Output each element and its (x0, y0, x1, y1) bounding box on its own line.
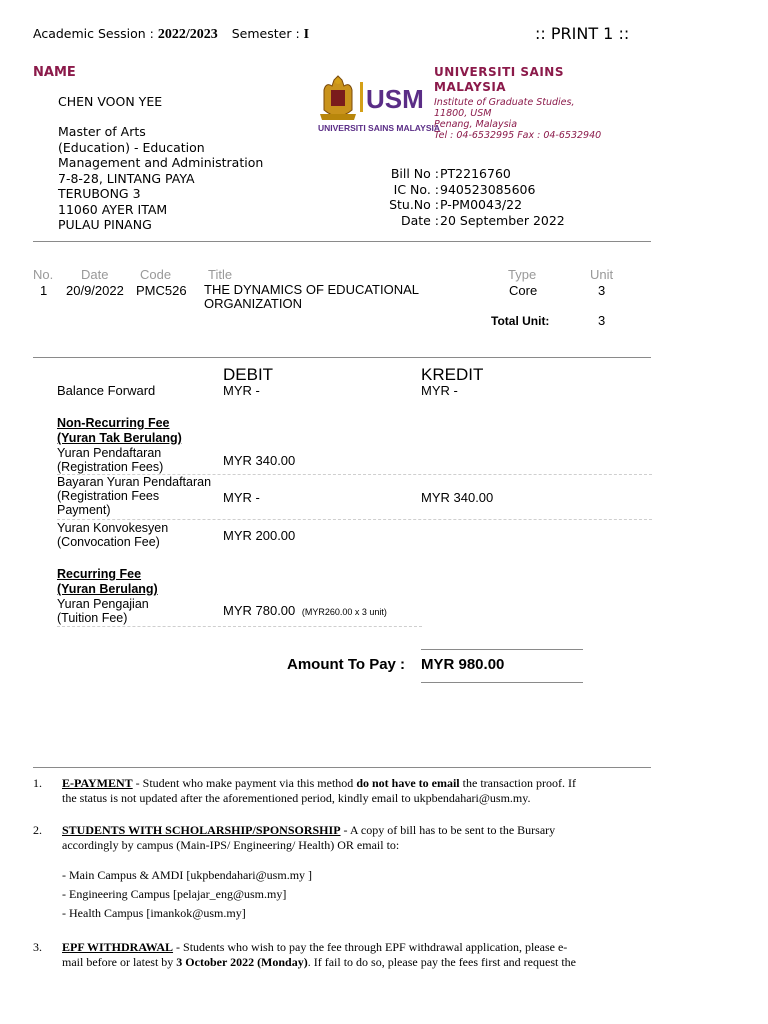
note-text: - Student who make payment via this method (132, 776, 357, 790)
total-unit-label: Total Unit: (491, 314, 550, 328)
total-unit-value: 3 (598, 313, 606, 328)
note-bold: do not have to email (356, 776, 460, 790)
note-text: the transaction proof. If (459, 776, 576, 790)
fee-label-line: (Convocation Fee) (57, 535, 160, 549)
balance-kredit: MYR - (421, 383, 458, 398)
balance-debit: MYR - (223, 383, 260, 398)
ic-value: 940523085606 (440, 181, 536, 197)
recurring-title (57, 567, 158, 597)
stu-value: P-PM0043/22 (440, 197, 523, 212)
semester-value: I (303, 27, 310, 42)
registration-payment-debit: MYR - (223, 490, 260, 505)
address-line: Penang, Malaysia (434, 119, 518, 130)
name-label: NAME (33, 65, 76, 80)
date-label: Date : (400, 212, 439, 228)
registration-fee-label (57, 446, 163, 474)
address-line: TERUBONG 3 (58, 186, 141, 201)
note-text: - A copy of bill has to be sent to the Bursary (340, 823, 556, 837)
note-text: the status is not updated after the aforementioned period, kindly email to ukpbendahari@usm.my. (62, 791, 531, 805)
col-header-no: No. (33, 267, 54, 282)
note-bold: 3 October 2022 (Monday) (176, 955, 308, 969)
fee-label-line: (Registration Fees (57, 489, 160, 503)
contact-line: Tel : 04-6532995 Fax : 04-6532940 (434, 130, 602, 141)
note-epayment (62, 776, 652, 806)
debit-header: DEBIT (223, 365, 274, 384)
address-line: PULAU PINANG (58, 217, 152, 232)
note-list-item: - Engineering Campus [pelajar_eng@usm.my] (62, 887, 287, 901)
session-value: 2022/2023 (157, 27, 218, 42)
fee-label-line: (Tuition Fee) (57, 611, 128, 625)
registration-payment-kredit: MYR 340.00 (421, 490, 494, 505)
note-list-item: - Health Campus [imankok@usm.my] (62, 906, 246, 920)
course-no: 1 (40, 283, 48, 298)
svg-text:USM: USM (366, 84, 424, 114)
tuition-amount: MYR 780.00 (223, 603, 296, 618)
university-address (434, 97, 601, 141)
tuition-fee-label (57, 597, 149, 625)
col-header-type: Type (508, 267, 537, 282)
col-header-code: Code (140, 267, 172, 282)
date-value: 20 September 2022 (440, 212, 565, 228)
note-text: . If fail to do so, please pay the fees first and request the (307, 955, 576, 969)
amount-to-pay-label: Amount To Pay : (287, 656, 406, 673)
registration-fee-debit: MYR 340.00 (223, 453, 296, 468)
program-line: Master of Arts (58, 124, 146, 139)
logo-caption: UNIVERSITI SAINS MALAYSIA (318, 123, 441, 133)
usm-logo (318, 68, 441, 138)
course-type: Core (509, 283, 538, 298)
session-label: Academic Session : (33, 26, 154, 41)
registration-payment-label (57, 475, 211, 517)
fee-label-line: Bayaran Yuran Pendaftaran (57, 475, 212, 489)
tuition-note: (MYR260.00 x 3 unit) (301, 607, 387, 617)
university-name-line: MALAYSIA (434, 80, 507, 94)
bill-no-value: PT2216760 (440, 166, 511, 181)
note-number: 1. (33, 776, 42, 790)
non-recurring-title (57, 416, 182, 446)
bill-labels (340, 166, 439, 228)
note-list-item: - Main Campus & AMDI [ukpbendahari@usm.my ] (62, 868, 313, 882)
section-title-line: Recurring Fee (57, 567, 142, 581)
note-title: STUDENTS WITH SCHOLARSHIP/SPONSORSHIP (62, 823, 341, 837)
amount-to-pay-value: MYR 980.00 (421, 656, 505, 673)
course-unit: 3 (598, 283, 606, 298)
fee-label-line: Payment) (57, 503, 111, 517)
course-title-line: ORGANIZATION (204, 296, 302, 311)
course-title (204, 283, 419, 311)
student-name: CHEN VOON YEE (58, 94, 163, 109)
print-label: :: PRINT 1 :: (535, 24, 630, 43)
address-line: 7-8-28, LINTANG PAYA (58, 170, 195, 186)
col-header-date: Date (81, 267, 109, 282)
divider (33, 357, 651, 358)
section-title-line: (Yuran Tak Berulang) (57, 431, 182, 445)
bill-values (440, 166, 565, 228)
bill-no-label: Bill No : (390, 166, 439, 181)
tuition-fee-debit (223, 603, 387, 618)
stu-label: Stu.No : (389, 197, 439, 212)
course-date: 20/9/2022 (66, 283, 124, 298)
amount-divider (421, 682, 583, 683)
note-number: 2. (33, 823, 42, 837)
note-text: - Students who wish to pay the fee through EPF withdrawal application, please e- (173, 940, 568, 954)
university-name (434, 65, 564, 95)
note-number: 3. (33, 940, 42, 954)
fee-label-line: (Registration Fees) (57, 460, 164, 474)
note-epf (62, 940, 652, 970)
divider (33, 241, 651, 242)
balance-forward-label: Balance Forward (57, 383, 156, 398)
col-header-unit: Unit (590, 267, 614, 282)
fee-label-line: Yuran Pengajian (57, 597, 149, 611)
note-scholarship (62, 823, 652, 921)
fee-label-line: Yuran Pendaftaran (57, 446, 162, 460)
program-block (58, 124, 263, 233)
ic-label: IC No. : (393, 181, 439, 197)
note-title: E-PAYMENT (62, 776, 133, 790)
note-text: mail before or latest by (62, 955, 177, 969)
note-text: accordingly by campus (Main-IPS/ Engineering/ Health) OR email to: (62, 838, 400, 852)
convocation-fee-debit: MYR 200.00 (223, 528, 296, 543)
col-header-title: Title (208, 267, 233, 282)
kredit-header: KREDIT (421, 365, 484, 384)
program-line: (Education) - Education (58, 139, 205, 155)
section-title-line: Non-Recurring Fee (57, 416, 170, 430)
fee-label-line: Yuran Konvokesyen (57, 521, 169, 535)
convocation-fee-label (57, 521, 168, 549)
section-title-line: (Yuran Berulang) (57, 582, 158, 596)
address-line: 11800, USM (434, 108, 492, 119)
note-title: EPF WITHDRAWAL (62, 940, 174, 954)
university-name-line: UNIVERSITI SAINS (434, 65, 564, 79)
semester-label: Semester : (231, 26, 300, 41)
program-line: Management and Administration (58, 155, 264, 170)
row-divider (57, 519, 652, 520)
address-line: 11060 AYER ITAM (58, 201, 168, 217)
row-divider (57, 626, 422, 627)
course-code: PMC526 (136, 283, 187, 298)
address-line: Institute of Graduate Studies, (434, 97, 575, 108)
course-title-line: THE DYNAMICS OF EDUCATIONAL (204, 282, 420, 297)
amount-divider (421, 649, 583, 650)
divider (33, 767, 651, 768)
academic-session (33, 26, 309, 43)
